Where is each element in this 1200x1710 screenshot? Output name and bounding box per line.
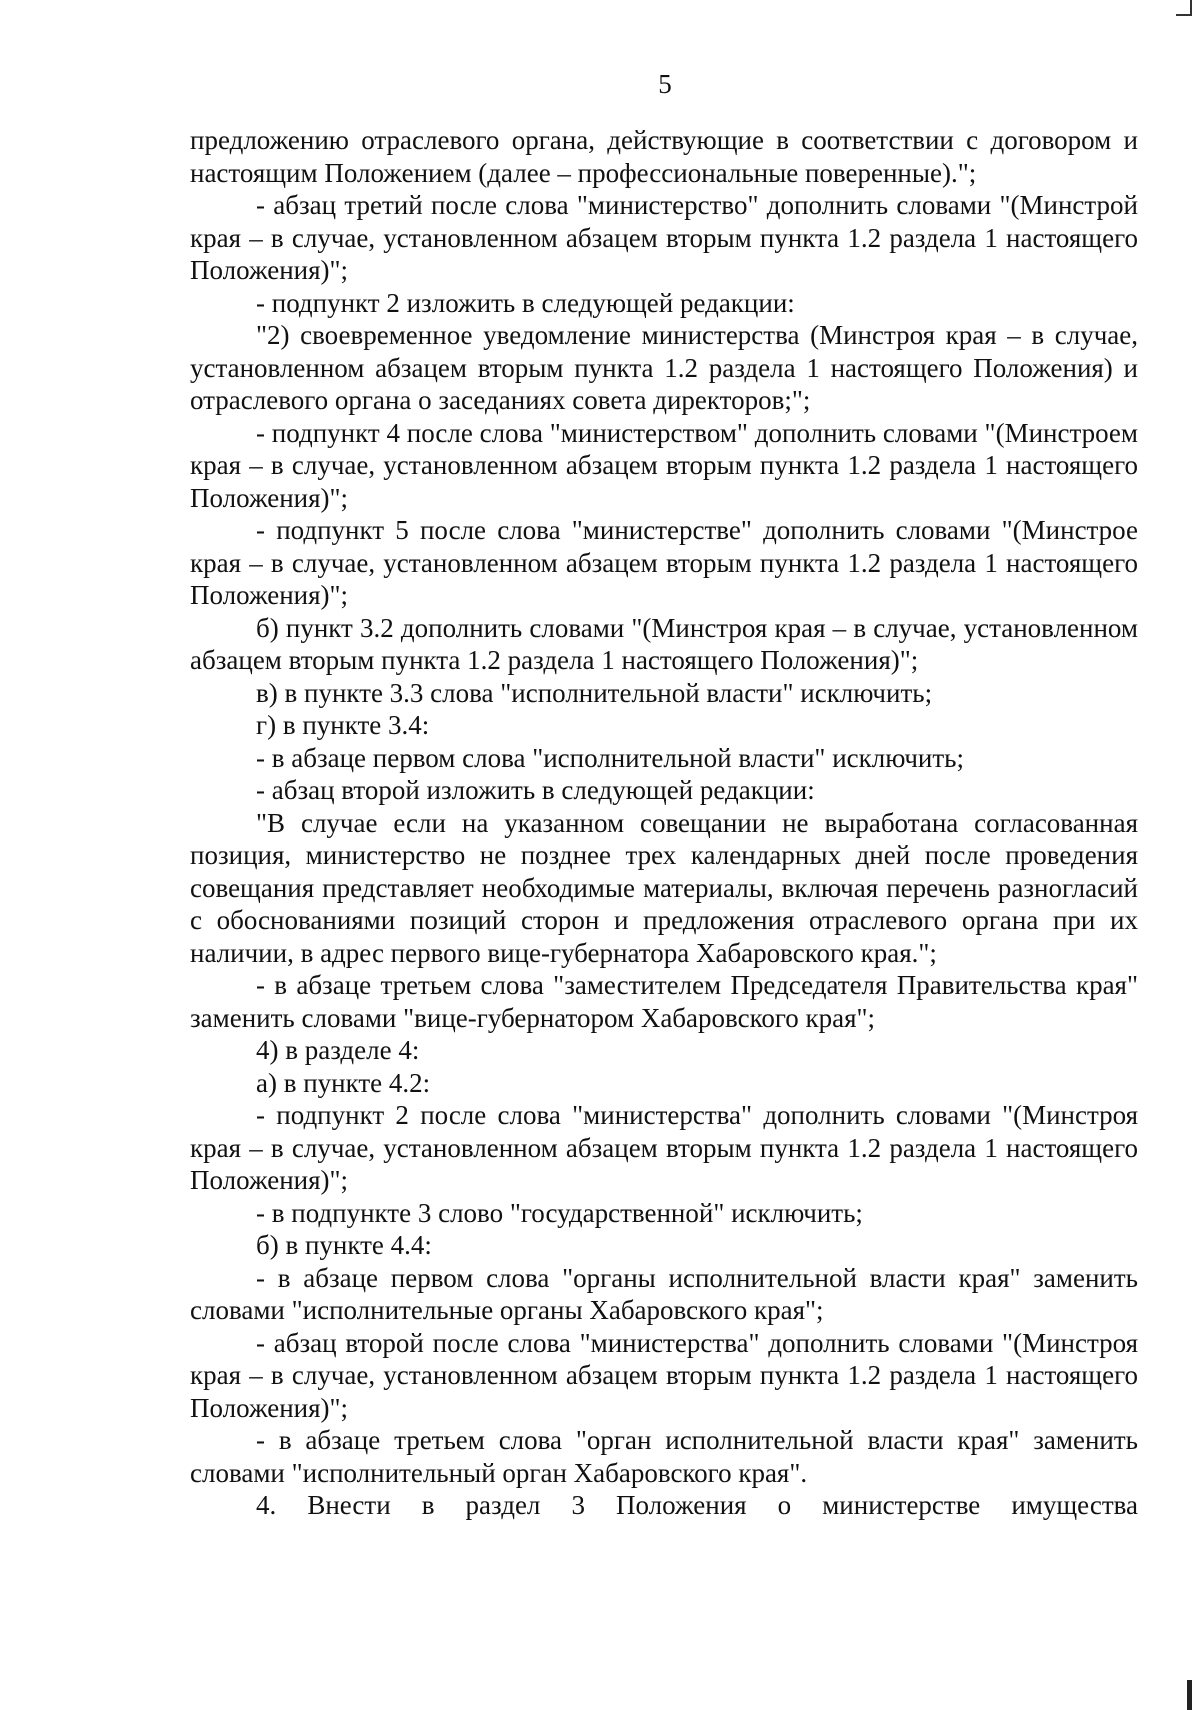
paragraph: предложению отраслевого органа, действующие в соответствии с договором и настоящим Положением (далее – профессиональные поверенные)."; [190,125,1138,188]
paragraph: - в абзаце третьем слова "орган исполнительной власти края" заменить словами "исполнительный орган Хабаровского края". [190,1425,1138,1488]
paragraph: 4) в разделе 4: [256,1035,420,1065]
paragraph: - абзац третий после слова "министерство" дополнить словами "(Минстрой края – в случае, установленном абзацем вторым пункта 1.2 раздела 1 настоящего Положения)"; [190,190,1138,285]
scan-corner-mark [1176,0,1192,16]
paragraph: б) в пункте 4.4: [256,1230,432,1260]
paragraph: г) в пункте 3.4: [256,710,430,740]
paragraph: - в абзаце первом слова "органы исполнительной власти края" заменить словами "исполнительные органы Хабаровского края"; [190,1262,1138,1325]
paragraph: - подпункт 2 после слова "министерства" дополнить словами "(Минстроя края – в случае, установленном абзацем вторым пункта 1.2 раздела 1 настоящего Положения)"; [190,1100,1138,1195]
page-number: 5 [658,69,672,99]
paragraph: - в подпункте 3 слово "государственной" исключить; [256,1197,863,1228]
paragraph: - абзац второй после слова "министерства" дополнить словами "(Минстроя края – в случае, установленном абзацем вторым пункта 1.2 раздела 1 настоящего Положения)"; [190,1327,1138,1423]
paragraph: - подпункт 2 изложить в следующей редакции: [256,287,795,318]
paragraph: - подпункт 5 после слова "министерстве" дополнить словами "(Минстрое края – в случае, установленном абзацем вторым пункта 1.2 раздела 1 настоящего Положения)"; [190,515,1138,610]
paragraph: б) пункт 3.2 дополнить словами "(Минстроя края – в случае, установленном абзацем вторым пункта 1.2 раздела 1 настоящего Положения)"; [190,612,1138,675]
paragraph: "В случае если на указанном совещании не выработана согласованная позиция, министерство не позднее трех календарных дней после проведения совещания представляет необходимые материалы, включая перечень разногласий с обоснованиями позиций сторон и предложения отраслевого органа при их наличии, в адрес первого вице-губернатора Хабаровского края."; [190,807,1138,968]
scan-edge-mark [1187,1680,1192,1710]
paragraph: - в абзаце первом слова "исполнительной власти" исключить; [256,742,964,773]
paragraph: - абзац второй изложить в следующей редакции: [256,775,815,805]
paragraph: - в абзаце третьем слова "заместителем Председателя Правительства края" заменить словами "вице-губернатором Хабаровского края"; [190,970,1138,1033]
paragraph: а) в пункте 4.2: [256,1067,431,1098]
paragraph: в) в пункте 3.3 слова "исполнительной власти" исключить; [256,677,933,708]
document-body [190,124,1138,1522]
paragraph: 4. Внести в раздел 3 Положения о министерстве имущества [256,1490,1138,1520]
paragraph: - подпункт 4 после слова "министерством" дополнить словами "(Минстроем края – в случае, установленном абзацем вторым пункта 1.2 раздела 1 настоящего Положения)"; [190,417,1138,513]
paragraph: "2) своевременное уведомление министерства (Минстроя края – в случае, установленном абзацем вторым пункта 1.2 раздела 1 настоящего Положения) и отраслевого органа о заседаниях совета директоров;"; [190,320,1138,415]
